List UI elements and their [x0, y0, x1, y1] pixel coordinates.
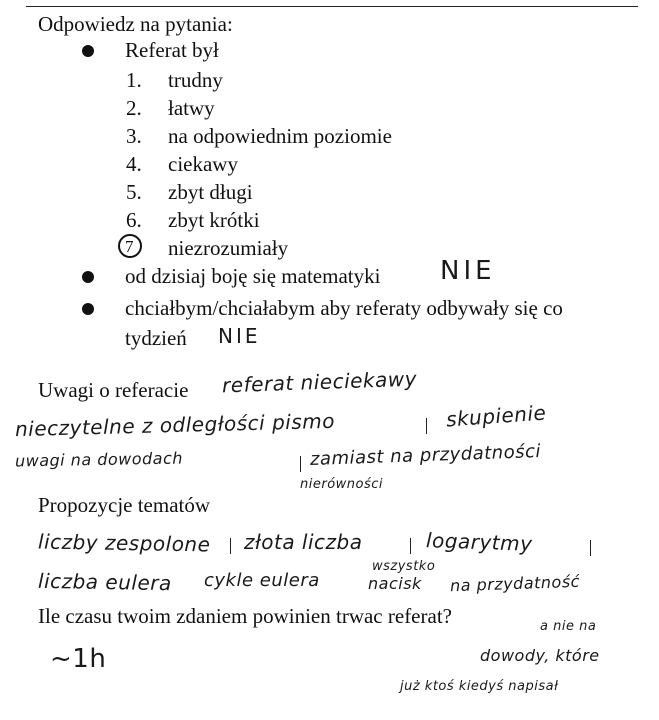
remarks-handwritten-4: uwagi na dowodach — [14, 448, 184, 471]
option-number-selected: 7 — [125, 237, 134, 256]
duration-label: Ile czasu twoim zdaniem powinien trwac referat? — [38, 604, 452, 628]
topics-handwritten-7: nacisk — [368, 574, 422, 593]
duration-note-2: dowody, które — [480, 646, 600, 665]
duration-handwritten-answer: ~1h — [50, 644, 107, 674]
top-rule — [26, 6, 638, 7]
option-ciekawy[interactable]: ciekawy — [168, 152, 238, 176]
topics-handwritten-8: na przydatność — [449, 571, 581, 596]
topics-handwritten-3: logarytmy — [425, 528, 533, 556]
topics-label: Propozycje tematów — [38, 493, 211, 517]
option-zbyt-dlugi[interactable]: zbyt długi — [168, 180, 253, 204]
bullet-q3 — [82, 303, 94, 315]
remarks-handwritten-2: nieczytelne z odległości pismo — [14, 408, 336, 442]
topics-handwritten-2: złota liczba — [244, 530, 363, 554]
option-number: 5. — [126, 180, 142, 204]
q2-handwritten-answer: NIE — [440, 256, 496, 286]
q3-handwritten-answer: NIE — [218, 324, 261, 348]
option-zbyt-krotki[interactable]: zbyt krótki — [168, 208, 260, 232]
q3-text-line2: tydzień — [125, 326, 187, 350]
q2-text: od dzisiaj boję się matematyki — [125, 264, 381, 288]
separator-stroke — [410, 538, 411, 554]
remarks-handwritten-5: zamiast na przydatności — [309, 440, 542, 471]
topics-handwritten-4: liczba eulera — [37, 568, 172, 596]
option-niezrozumialy[interactable]: niezrozumiały — [168, 236, 289, 260]
option-na-odpowiednim-poziomie[interactable]: na odpowiednim poziomie — [168, 124, 392, 148]
q1-label: Referat był — [125, 38, 219, 62]
topics-handwritten-1: liczby zespolone — [37, 529, 211, 557]
option-number: 6. — [126, 208, 142, 232]
q3-text-line1: chciałbym/chciałabym aby referaty odbywały się co — [125, 296, 563, 320]
option-number: 4. — [126, 152, 142, 176]
separator-stroke — [426, 418, 427, 434]
remarks-handwritten-3: skupienie — [445, 400, 547, 432]
separator-stroke — [300, 456, 301, 472]
remarks-handwritten-6: nierówności — [300, 477, 384, 492]
remarks-handwritten-1: referat nieciekawy — [221, 366, 418, 398]
option-number: 2. — [126, 96, 142, 120]
remarks-label: Uwagi o referacie — [38, 378, 189, 402]
option-latwy[interactable]: łatwy — [168, 96, 215, 120]
separator-stroke — [590, 540, 591, 556]
option-trudny[interactable]: trudny — [168, 68, 223, 92]
separator-stroke — [230, 538, 231, 554]
topics-handwritten-6: wszystko — [372, 559, 436, 574]
duration-note-3: już ktoś kiedyś napisał — [400, 679, 559, 694]
topics-handwritten-5: cykle eulera — [204, 570, 320, 591]
form-heading: Odpowiedz na pytania: — [38, 12, 233, 36]
option-number: 1. — [126, 68, 142, 92]
duration-note-1: a nie na — [540, 619, 597, 634]
bullet-q1 — [82, 45, 94, 57]
bullet-q2 — [82, 271, 94, 283]
option-number: 3. — [126, 124, 142, 148]
